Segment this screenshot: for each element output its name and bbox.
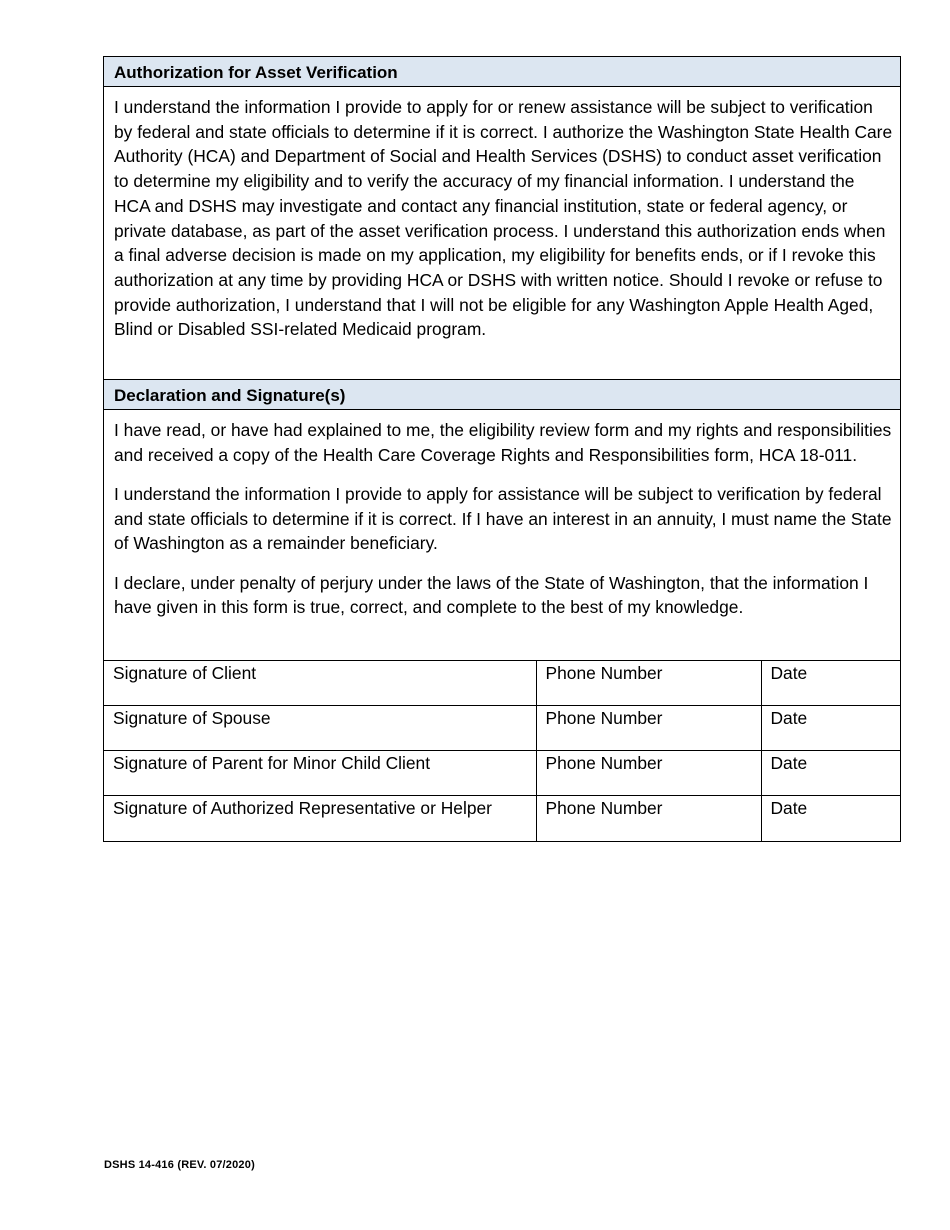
declaration-paragraph: I have read, or have had explained to me, the eligibility review form and my rights and responsibilities and received a copy of the Health Care Coverage Rights and Responsibilities form, HCA 18-011. (114, 420, 892, 465)
phone-number-field[interactable]: Phone Number (536, 661, 761, 706)
signature-row-representative (104, 796, 900, 841)
form-id-footer: DSHS 14-416 (REV. 07/2020) (104, 1159, 255, 1171)
declaration-header: Declaration and Signature(s) (104, 380, 900, 410)
declaration-paragraph: I understand the information I provide to apply for assistance will be subject to verification by federal and state officials to determine if it is correct. If I have an interest in an annuity, I must name the State of Washington as a remainder beneficiary. (114, 483, 892, 554)
declaration-body (104, 410, 900, 660)
signature-row-client (104, 661, 900, 706)
authorization-header: Authorization for Asset Verification (104, 57, 900, 87)
signature-field[interactable]: Signature of Authorized Representative or Helper (104, 796, 536, 841)
signature-row-spouse (104, 706, 900, 751)
phone-number-field[interactable]: Phone Number (536, 796, 761, 841)
phone-number-field[interactable]: Phone Number (536, 751, 761, 796)
signature-field[interactable]: Signature of Spouse (104, 706, 536, 751)
signature-row-parent (104, 751, 900, 796)
eligibility-form (103, 56, 901, 842)
date-field[interactable]: Date (761, 796, 900, 841)
authorization-text: I understand the information I provide to apply for or renew assistance will be subject to verification by federal and state officials to determine if it is correct. I authorize the Washington State Health Care Authority (HCA) and Department of Social and Health Services (DSHS) to conduct asset verification to determine my eligibility and to verify the accuracy of my financial information. I understand the HCA and DSHS may investigate and contact any financial institution, state or federal agency, or private database, as part of the asset verification process. I understand this authorization ends when a final adverse decision is made on my application, my eligibility for benefits ends, or if I revoke this authorization at any time by providing HCA or DSHS with written notice. Should I revoke or refuse to provide authorization, I understand that I will not be eligible for any Washington Apple Health Aged, Blind or Disabled SSI-related Medicaid program. (114, 97, 893, 340)
date-field[interactable]: Date (761, 706, 900, 751)
phone-number-field[interactable]: Phone Number (536, 706, 761, 751)
date-field[interactable]: Date (761, 751, 900, 796)
signature-table (104, 660, 900, 841)
signature-field[interactable]: Signature of Client (104, 661, 536, 706)
date-field[interactable]: Date (761, 661, 900, 706)
declaration-paragraph: I declare, under penalty of perjury under the laws of the State of Washington, that the information I have given in this form is true, correct, and complete to the best of my knowledge. (114, 572, 869, 618)
authorization-body (104, 87, 900, 380)
signature-field[interactable]: Signature of Parent for Minor Child Client (104, 751, 536, 796)
